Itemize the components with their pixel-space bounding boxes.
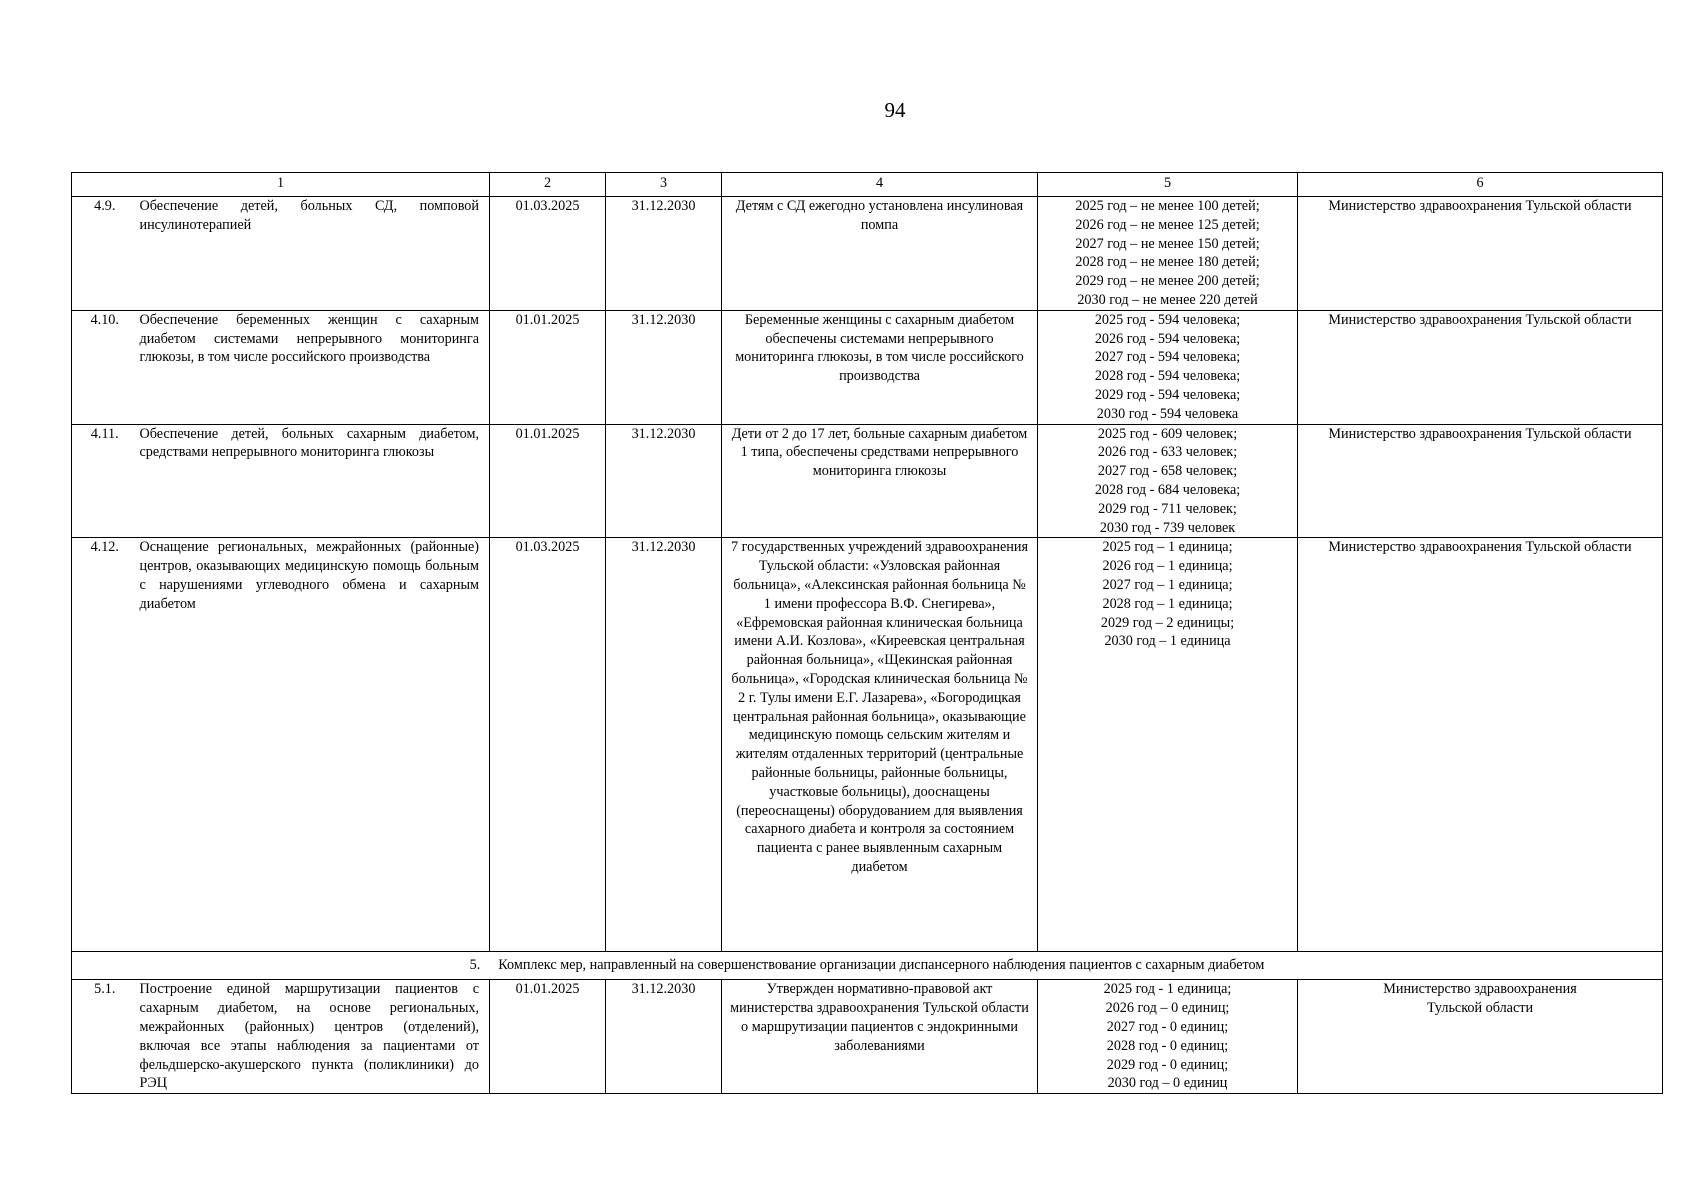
indicator-values: 2025 год - 594 человека; 2026 год - 594 человека; 2027 год - 594 человека; 2028 год - 594 человека; 2029 год - 594 человека; 2030 год - 594 человека: [1038, 310, 1298, 424]
table-row: [72, 538, 1663, 952]
responsible-executor: Министерство здравоохранения Тульской области: [1298, 310, 1663, 424]
row-number: 5.1.: [72, 980, 138, 1094]
responsible-executor: Министерство здравоохранения Тульской области: [1298, 197, 1663, 311]
expected-result: 7 государственных учреждений здравоохранения Тульской области: «Узловская районная больница», «Алексинская районная больница № 1 имени профессора В.Ф. Снегирева», «Ефремовская районная клиническая больница имени А.И. Козлова», «Киреевская центральная районная больница», «Щекинская районная больница», «Городская клиническая больница № 2 г. Тулы имени Е.Г. Лазарева», «Богородицкая центральная районная больница», оказывающие медицинскую помощь сельским жителям и жителям отдаленных территорий (центральные районные больницы, районные больницы, участковые больницы), дооснащены (переоснащены) оборудованием для выявления сахарного диабета и контроля за состоянием пациента с ранее выявленным сахарным диабетом: [722, 538, 1038, 952]
start-date: 01.03.2025: [490, 197, 606, 311]
page-number: 94: [884, 98, 906, 122]
row-number: 4.12.: [72, 538, 138, 952]
table-row: [72, 424, 1663, 538]
start-date: 01.01.2025: [490, 310, 606, 424]
end-date: 31.12.2030: [606, 197, 722, 311]
end-date: 31.12.2030: [606, 980, 722, 1094]
row-number: 4.10.: [72, 310, 138, 424]
header-cell-2: 2: [490, 173, 606, 197]
header-cell-5: 5: [1038, 173, 1298, 197]
header-cell-1: 1: [72, 173, 490, 197]
header-cell-6: 6: [1298, 173, 1663, 197]
end-date: 31.12.2030: [606, 310, 722, 424]
responsible-executor: Министерство здравоохранения Тульской области: [1298, 424, 1663, 538]
table-row: [72, 310, 1663, 424]
expected-result: Детям с СД ежегодно установлена инсулиновая помпа: [722, 197, 1038, 311]
start-date: 01.01.2025: [490, 980, 606, 1094]
responsible-executor: Министерство здравоохранения Тульской области: [1298, 538, 1663, 952]
indicator-values: 2025 год – не менее 100 детей; 2026 год – не менее 125 детей; 2027 год – не менее 150 детей; 2028 год – не менее 180 детей; 2029 год – не менее 200 детей; 2030 год – не менее 220 детей: [1038, 197, 1298, 311]
header-cell-4: 4: [722, 173, 1038, 197]
row-number: 4.11.: [72, 424, 138, 538]
start-date: 01.01.2025: [490, 424, 606, 538]
end-date: 31.12.2030: [606, 424, 722, 538]
header-cell-3: 3: [606, 173, 722, 197]
expected-result: Беременные женщины с сахарным диабетом обеспечены системами непрерывного мониторинга глюкозы, в том числе российского производства: [722, 310, 1038, 424]
expected-result: Дети от 2 до 17 лет, больные сахарным диабетом 1 типа, обеспечены средствами непрерывного мониторинга глюкозы: [722, 424, 1038, 538]
section-title: Комплекс мер, направленный на совершенствование организации диспансерного наблюдения пациентов с сахарным диабетом: [498, 957, 1265, 974]
start-date: 01.03.2025: [490, 538, 606, 952]
responsible-executor: Министерство здравоохранения Тульской области: [1298, 980, 1663, 1094]
measure-name: Обеспечение детей, больных СД, помповой инсулинотерапией: [138, 197, 490, 311]
section-number: 5.: [469, 957, 481, 974]
indicator-values: 2025 год - 1 единица; 2026 год – 0 единиц; 2027 год - 0 единиц; 2028 год - 0 единиц; 2029 год - 0 единиц; 2030 год – 0 единиц: [1038, 980, 1298, 1094]
measures-table: [71, 172, 1663, 1094]
end-date: 31.12.2030: [606, 538, 722, 952]
measure-name: Построение единой маршрутизации пациентов с сахарным диабетом, на основе региональных, межрайонных (районных) центров (отделений), включая все этапы наблюдения за пациентами от фельдшерско-акушерского пункта (поликлиники) до РЭЦ: [138, 980, 490, 1094]
header-row: [72, 173, 1663, 197]
section-heading: [72, 952, 1663, 980]
measure-name: Оснащение региональных, межрайонных (районные) центров, оказывающих медицинскую помощь больным с нарушениями углеводного обмена и сахарным диабетом: [138, 538, 490, 952]
table-row: [72, 980, 1663, 1094]
indicator-values: 2025 год – 1 единица; 2026 год – 1 единица; 2027 год – 1 единица; 2028 год – 1 единица; 2029 год – 2 единицы; 2030 год – 1 единица: [1038, 538, 1298, 952]
measure-name: Обеспечение детей, больных сахарным диабетом, средствами непрерывного мониторинга глюкозы: [138, 424, 490, 538]
expected-result: Утвержден нормативно-правовой акт министерства здравоохранения Тульской области о маршрутизации пациентов с эндокринными заболеваниями: [722, 980, 1038, 1094]
indicator-values: 2025 год - 609 человек; 2026 год - 633 человек; 2027 год - 658 человек; 2028 год - 684 человека; 2029 год - 711 человек; 2030 год - 739 человек: [1038, 424, 1298, 538]
measure-name: Обеспечение беременных женщин с сахарным диабетом системами непрерывного мониторинга глюкозы, в том числе российского производства: [138, 310, 490, 424]
section-row: [72, 952, 1663, 980]
table-row: [72, 197, 1663, 311]
row-number: 4.9.: [72, 197, 138, 311]
